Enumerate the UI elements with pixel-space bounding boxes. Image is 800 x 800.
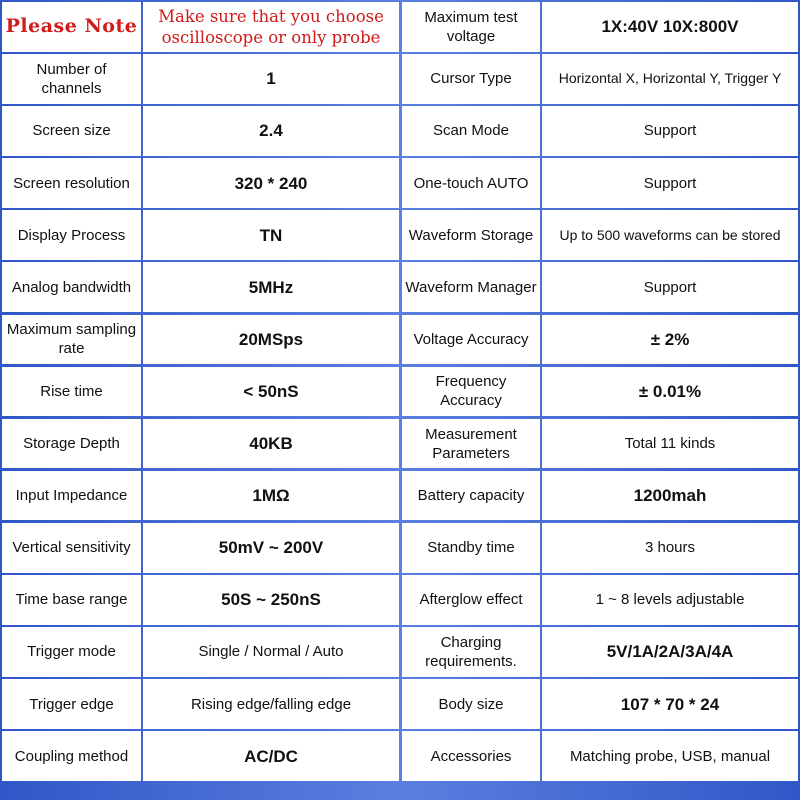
spec-value: 50mV ~ 200V <box>143 523 399 573</box>
spec-value: AC/DC <box>143 731 399 781</box>
spec-label: Rise time <box>2 367 141 417</box>
spec-label: Body size <box>402 679 540 729</box>
spec-label: Trigger mode <box>2 627 141 677</box>
spec-value: 40KB <box>143 419 399 469</box>
spec-label: Charging requirements. <box>402 627 540 677</box>
spec-value: 20MSps <box>143 315 399 365</box>
spec-label: Standby time <box>402 523 540 573</box>
spec-label: Measurement Parameters <box>402 419 540 469</box>
spec-label: Maximum sampling rate <box>2 315 141 365</box>
spec-label: Accessories <box>402 731 540 781</box>
spec-label: Maximum test voltage <box>402 2 540 52</box>
spec-label: Waveform Manager <box>402 262 540 312</box>
spec-value: Support <box>542 158 798 208</box>
spec-value: 1 ~ 8 levels adjustable <box>542 575 798 625</box>
spec-label: Voltage Accuracy <box>402 315 540 365</box>
spec-table-left <box>2 2 399 781</box>
spec-value: < 50nS <box>143 367 399 417</box>
spec-value: Support <box>542 262 798 312</box>
spec-value: Matching probe, USB, manual <box>542 731 798 781</box>
spec-value: 2.4 <box>143 106 399 156</box>
spec-label: Trigger edge <box>2 679 141 729</box>
spec-label: Screen size <box>2 106 141 156</box>
spec-value: 1200mah <box>542 471 798 521</box>
spec-label: Waveform Storage <box>402 210 540 260</box>
note-label: Please Note <box>2 2 141 52</box>
spec-value: 1 <box>143 54 399 104</box>
spec-value: 1X:40V 10X:800V <box>542 2 798 52</box>
spec-label: Vertical sensitivity <box>2 523 141 573</box>
spec-value: Up to 500 waveforms can be stored <box>542 210 798 260</box>
spec-table-right <box>402 2 798 781</box>
spec-label: Input Impedance <box>2 471 141 521</box>
spec-label: Battery capacity <box>402 471 540 521</box>
spec-value: 320 * 240 <box>143 158 399 208</box>
spec-value: 3 hours <box>542 523 798 573</box>
spec-label: Coupling method <box>2 731 141 781</box>
spec-label: Time base range <box>2 575 141 625</box>
spec-value: 5V/1A/2A/3A/4A <box>542 627 798 677</box>
spec-value: Support <box>542 106 798 156</box>
spec-label: Afterglow effect <box>402 575 540 625</box>
spec-label: Display Process <box>2 210 141 260</box>
spec-value: ± 2% <box>542 315 798 365</box>
spec-label: Cursor Type <box>402 54 540 104</box>
spec-label: One-touch AUTO <box>402 158 540 208</box>
spec-value: 107 * 70 * 24 <box>542 679 798 729</box>
spec-value: ± 0.01% <box>542 367 798 417</box>
note-text: Make sure that you choose oscilloscope or only probe <box>143 2 399 52</box>
spec-value: TN <box>143 210 399 260</box>
spec-label: Storage Depth <box>2 419 141 469</box>
spec-value: Total 11 kinds <box>542 419 798 469</box>
spec-value: Rising edge/falling edge <box>143 679 399 729</box>
spec-value: 5MHz <box>143 262 399 312</box>
spec-label: Screen resolution <box>2 158 141 208</box>
spec-value: Horizontal X, Horizontal Y, Trigger Y <box>542 54 798 104</box>
spec-label: Number of channels <box>2 54 141 104</box>
spec-value: Single / Normal / Auto <box>143 627 399 677</box>
spec-label: Frequency Accuracy <box>402 367 540 417</box>
spec-value: 50S ~ 250nS <box>143 575 399 625</box>
spec-label: Analog bandwidth <box>2 262 141 312</box>
spec-label: Scan Mode <box>402 106 540 156</box>
spec-value: 1MΩ <box>143 471 399 521</box>
